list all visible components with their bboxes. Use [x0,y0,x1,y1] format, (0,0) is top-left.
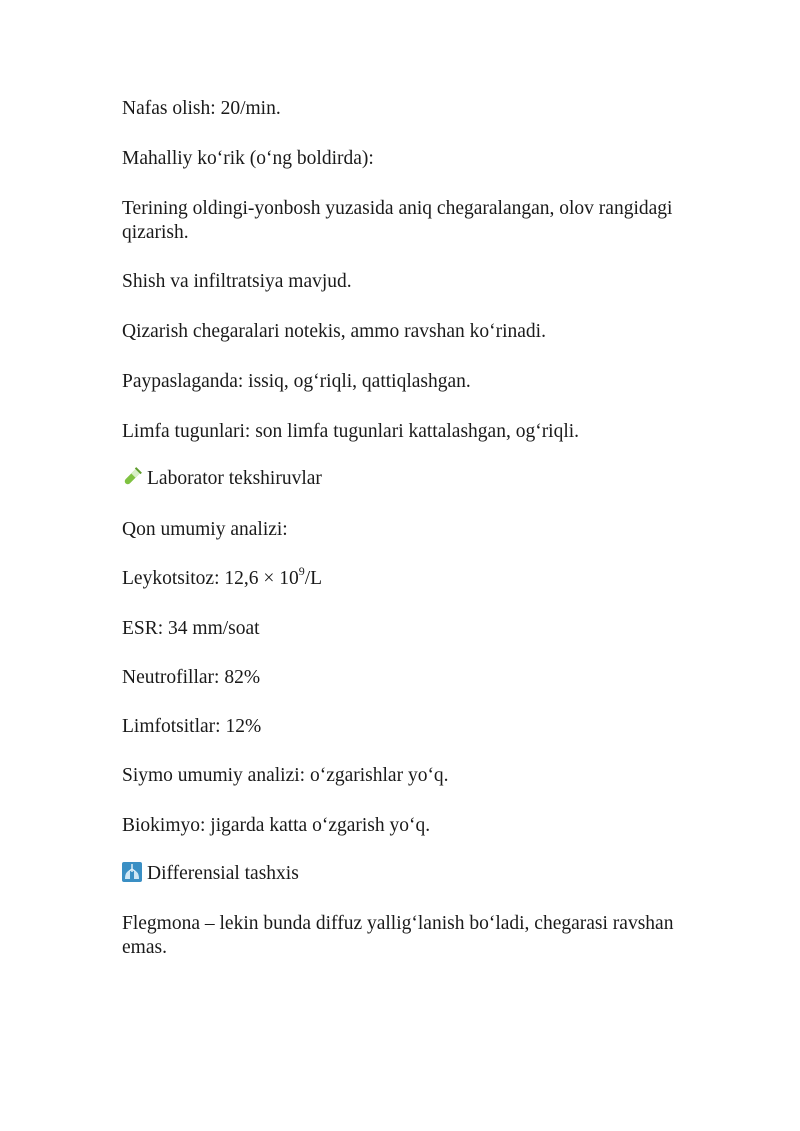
paragraph-blood-analysis: Qon umumiy analizi: [122,519,288,540]
test-tube-icon [122,467,142,487]
paragraph-lymphocytes: Limfotsitlar: 12% [122,716,262,737]
paragraph-neutrophils: Neutrofillar: 82% [122,667,261,688]
paragraph-redness-borders: Qizarish chegaralari notekis, ammo ravshan ko‘rinadi. [122,321,546,342]
paragraph-skin-redness: Terining oldingi-yonbosh yuzasida aniq chegaralangan, olov rangidagi qizarish. [122,198,673,243]
paragraph-leukocytosis [122,563,682,591]
leukocytes-exponent: 9 [298,563,305,578]
paragraph-urine-analysis: Siymo umumiy analizi: o‘zgarishlar yo‘q. [122,765,449,786]
diff-heading-label: Differensial tashxis [147,863,299,884]
leukocytes-unit: /L [304,568,323,589]
paragraph-breathing-rate: Nafas olish: 20/min. [122,98,281,119]
lungs-icon [122,862,142,882]
leukocytes-prefix: Leykotsitoz: 12,6 × 10 [122,568,299,589]
lab-heading-label: Laborator tekshiruvlar [147,468,322,489]
paragraph-palpation: Paypaslaganda: issiq, og‘riqli, qattiqlashgan. [122,371,471,392]
paragraph-esr: ESR: 34 mm/soat [122,618,260,639]
paragraph-lymph-nodes: Limfa tugunlari: son limfa tugunlari kattalashgan, og‘riqli. [122,421,580,442]
paragraph-local-exam: Mahalliy ko‘rik (o‘ng boldirda): [122,148,374,169]
paragraph-biochemistry: Biokimyo: jigarda katta o‘zgarish yo‘q. [122,815,431,836]
paragraph-swelling: Shish va infiltratsiya mavjud. [122,271,352,292]
paragraph-phlegmon: Flegmona – lekin bunda diffuz yallig‘lanish bo‘ladi, chegarasi ravshan emas. [122,913,674,958]
diff-heading [122,862,682,886]
lab-heading [122,467,682,491]
